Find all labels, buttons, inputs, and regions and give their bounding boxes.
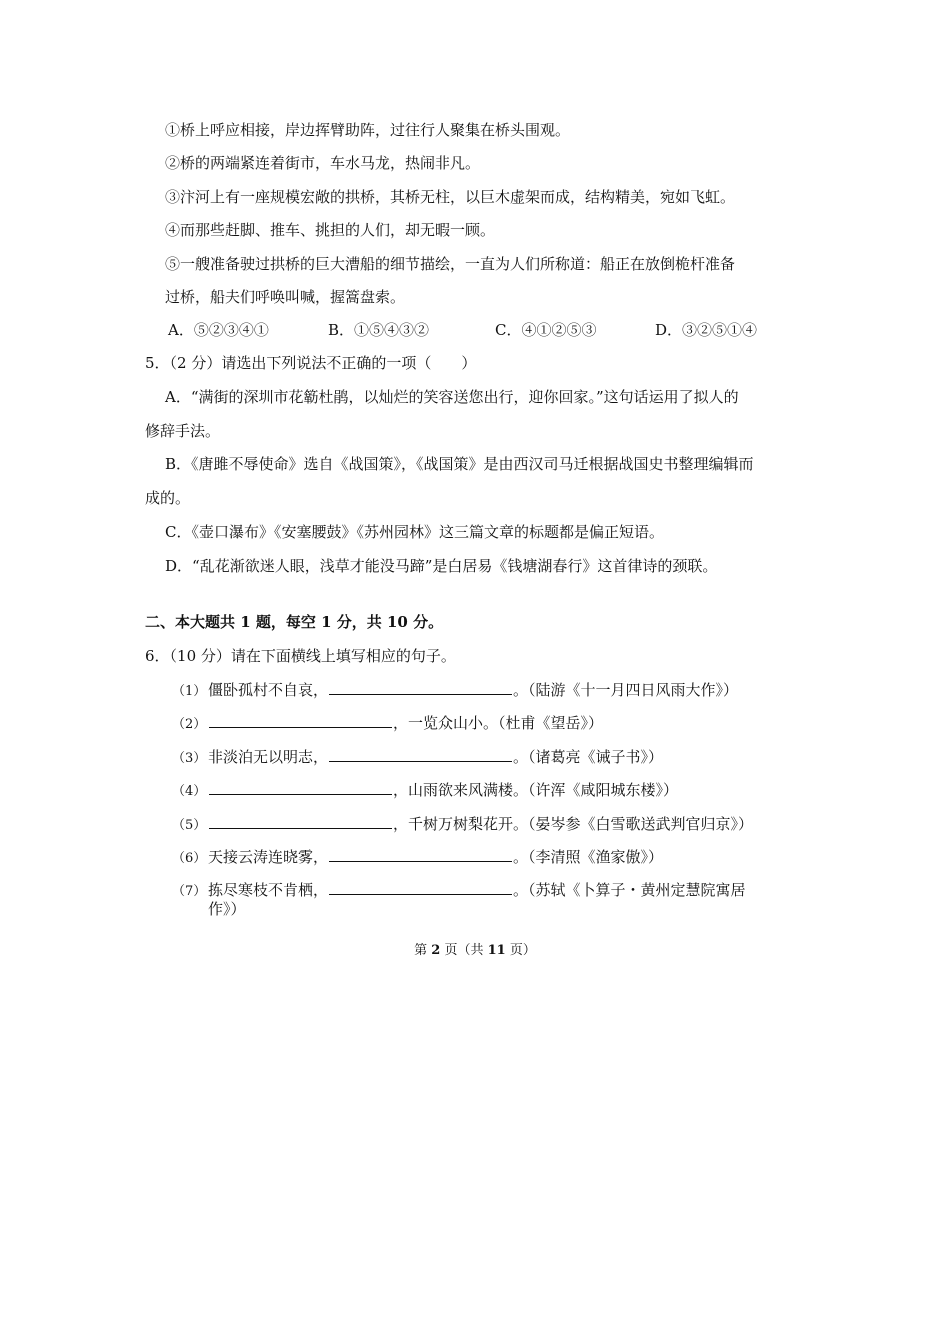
q6-item-7-continued: 作》） [208,900,246,918]
q5-option-b: B．《唐雎不辱使命》选自《战国策》，《战国策》是由西汉司马迁根据战国史书整理编辑而 [165,455,754,473]
item-number: （3） [172,751,207,766]
q4-option-b: B．①⑤④③② [328,321,430,339]
q5-option-a-continued: 修辞手法。 [145,422,221,440]
item-text-after: ，一览众山小。（杜甫《望岳》） [393,714,604,732]
q5-option-b-continued: 成的。 [145,489,191,507]
answer-blank[interactable] [329,680,512,695]
footer-prefix: 第 [414,943,432,958]
q6-item-2 [172,713,603,735]
q5-option-a: A．“满街的深圳市花簕杜鹃，以灿烂的笑容送您出行，迎你回家。”这句话运用了拟人的 [165,388,739,406]
item-text-after: ，山雨欲来风满楼。（许浑《咸阳城东楼》） [393,781,679,799]
q6-item-1 [172,680,738,702]
item-text-after: ，千树万树梨花开。（晏岑参《白雪歌送武判官归京》） [393,815,754,833]
item-number: （6） [172,851,207,866]
q6-item-5 [172,814,753,836]
item-number: （1） [172,684,207,699]
answer-blank[interactable] [329,747,512,762]
item-text-after: 。（诸葛亮《诫子书》） [513,748,664,766]
item-number: （2） [172,717,207,732]
q6-item-4 [172,780,678,802]
section-2-title: 二、本大题共 1 题，每空 1 分，共 10 分。 [145,613,444,631]
q6-stem: 6．（10 分）请在下面横线上填写相应的句子。 [145,647,456,665]
q5-stem: 5．（2 分）请选出下列说法不正确的一项（ ） [145,354,477,372]
item-number: （5） [172,818,207,833]
item-text-after: 。（苏轼《卜算子・黄州定慧院寓居 [513,881,746,899]
answer-blank[interactable] [209,713,392,728]
item-text-after: 。（陆游《十一月四日风雨大作》） [513,681,739,699]
q6-item-6 [172,847,663,869]
item-text-before: 僵卧孤村不自哀， [208,681,329,699]
passage-item-3: ③汴河上有一座规模宏敞的拱桥，其桥无柱，以巨木虚架而成，结构精美，宛如飞虹。 [165,188,736,206]
q6-item-3 [172,747,663,769]
passage-item-4: ④而那些赶脚、推车、挑担的人们，却无暇一顾。 [165,221,496,239]
item-text-after: 。（李清照《渔家傲》） [513,848,664,866]
item-text-before: 天接云涛连晓雾， [208,848,329,866]
answer-blank[interactable] [329,847,512,862]
item-text-before: 非淡泊无以明志， [208,748,329,766]
footer-middle: 页（共 [440,943,488,958]
item-text-before: 拣尽寒枝不肯栖， [208,881,329,899]
answer-blank[interactable] [209,814,392,829]
footer-suffix: 页） [505,943,536,958]
passage-item-5: ⑤一艘准备驶过拱桥的巨大漕船的细节描绘，一直为人们所称道：船正在放倒桅杆准备 [165,255,736,273]
q6-item-7 [172,880,746,902]
item-number: （7） [172,884,207,899]
q5-option-c: C．《壶口瀑布》《安塞腰鼓》《苏州园林》这三篇文章的标题都是偏正短语。 [165,523,664,541]
q4-option-a: A．⑤②③④① [168,321,269,339]
q4-option-d: D．③②⑤①④ [655,321,758,339]
q5-option-d: D．“乱花渐欲迷人眼，浅草才能没马蹄”是白居易《钱塘湖春行》这首律诗的颈联。 [165,557,718,575]
item-number: （4） [172,784,207,799]
footer-total-pages: 11 [487,943,506,958]
page-footer [0,942,950,960]
answer-blank[interactable] [209,780,392,795]
q4-option-c: C．④①②⑤③ [495,321,597,339]
answer-blank[interactable] [329,880,512,895]
passage-item-5-continued: 过桥，船夫们呼唤叫喊，握篙盘索。 [165,288,406,306]
passage-item-1: ①桥上呼应相接，岸边挥臂助阵，过往行人聚集在桥头围观。 [165,121,571,139]
footer-page-number: 2 [431,943,441,958]
passage-item-2: ②桥的两端紧连着街市，车水马龙，热闹非凡。 [165,154,481,172]
